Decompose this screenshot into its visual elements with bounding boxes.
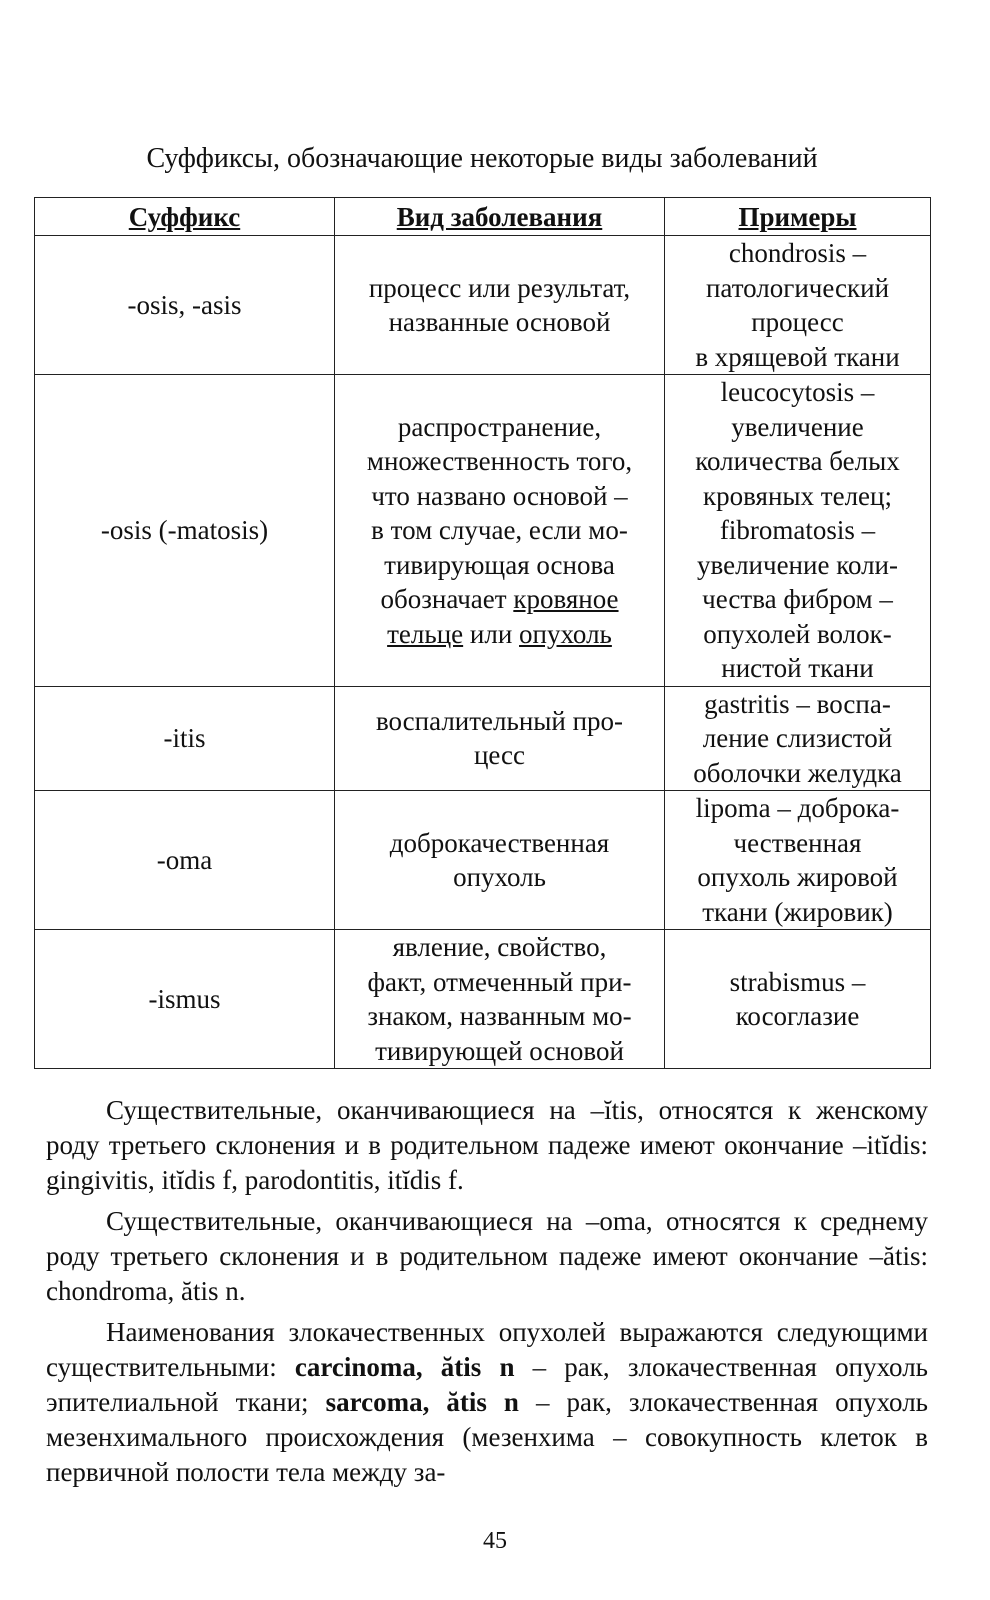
page-number: 45 bbox=[483, 1528, 507, 1554]
table-caption: Суффиксы, обозначающие некоторые виды заболеваний bbox=[146, 143, 818, 174]
meaning-cell: воспалительный про- цесс bbox=[335, 686, 665, 791]
table-row bbox=[35, 930, 931, 1069]
header-suffix: Суффикс bbox=[35, 198, 335, 236]
examples-cell: gastritis – воспа- ление слизистой оболочки желудка bbox=[665, 686, 931, 791]
examples-cell: lipoma – доброка- чественная опухоль жировой ткани (жировик) bbox=[665, 791, 931, 930]
suffix-table bbox=[34, 197, 931, 1069]
meaning-cell: распространение, множественность того, что названо основой – в том случае, если мо- тивирующая основа обозначает кровяное тельце или опухоль bbox=[335, 375, 665, 687]
header-examples: Примеры bbox=[665, 198, 931, 236]
examples-cell: chondrosis – патологический процесс в хрящевой ткани bbox=[665, 236, 931, 375]
term-carcinoma: carcinoma, ătis n bbox=[294, 1352, 515, 1382]
suffix-cell: -oma bbox=[35, 791, 335, 930]
meaning-cell: доброкачественная опухоль bbox=[335, 791, 665, 930]
paragraph-oma: Существительные, оканчивающиеся на –oma, относятся к среднему роду третьего склонения и в родительном падеже имеют окончание –ătis: chondroma, ătis n. bbox=[46, 1206, 928, 1306]
paragraph-itis: Существительные, оканчивающиеся на –ĭtis, относятся к женскому роду третьего склонения и в родительном падеже имеют окончание –itĭdis: gingivitis, itĭdis f, parodontitis, itĭdis f. bbox=[46, 1095, 928, 1195]
table-row bbox=[35, 236, 931, 375]
suffix-cell: -ismus bbox=[35, 930, 335, 1069]
examples-cell: strabismus – косоглазие bbox=[665, 930, 931, 1069]
suffix-cell: -osis (-matosis) bbox=[35, 375, 335, 687]
suffix-cell: -itis bbox=[35, 686, 335, 791]
table-row bbox=[35, 686, 931, 791]
examples-cell: leucocytosis – увеличение количества белых кровяных телец; fibromatosis – увеличение коли- чества фибром – опухолей волок- нистой ткани bbox=[665, 375, 931, 687]
body-text bbox=[46, 1093, 928, 1496]
header-disease-type: Вид заболевания bbox=[335, 198, 665, 236]
term-sarcoma: sarcoma, ătis n bbox=[325, 1387, 519, 1417]
suffix-cell: -osis, -asis bbox=[35, 236, 335, 375]
table-row bbox=[35, 791, 931, 930]
meaning-cell: явление, свойство, факт, отмеченный при- знаком, названным мо- тивирующей основой bbox=[335, 930, 665, 1069]
table-row bbox=[35, 375, 931, 687]
paragraph-malignant: Наименования злокачественных опухолей выражаются следующими существительными: carcinoma, ătis n – рак, злокачественная опухоль эпителиальной ткани; sarcoma, ătis n – рак, злокачественная опухоль мезенхимального происхождения (мезенхима – совокупность клеток в первичной полости тела между за- bbox=[46, 1317, 928, 1487]
meaning-cell: процесс или результат, названные основой bbox=[335, 236, 665, 375]
table-header-row bbox=[35, 198, 931, 236]
